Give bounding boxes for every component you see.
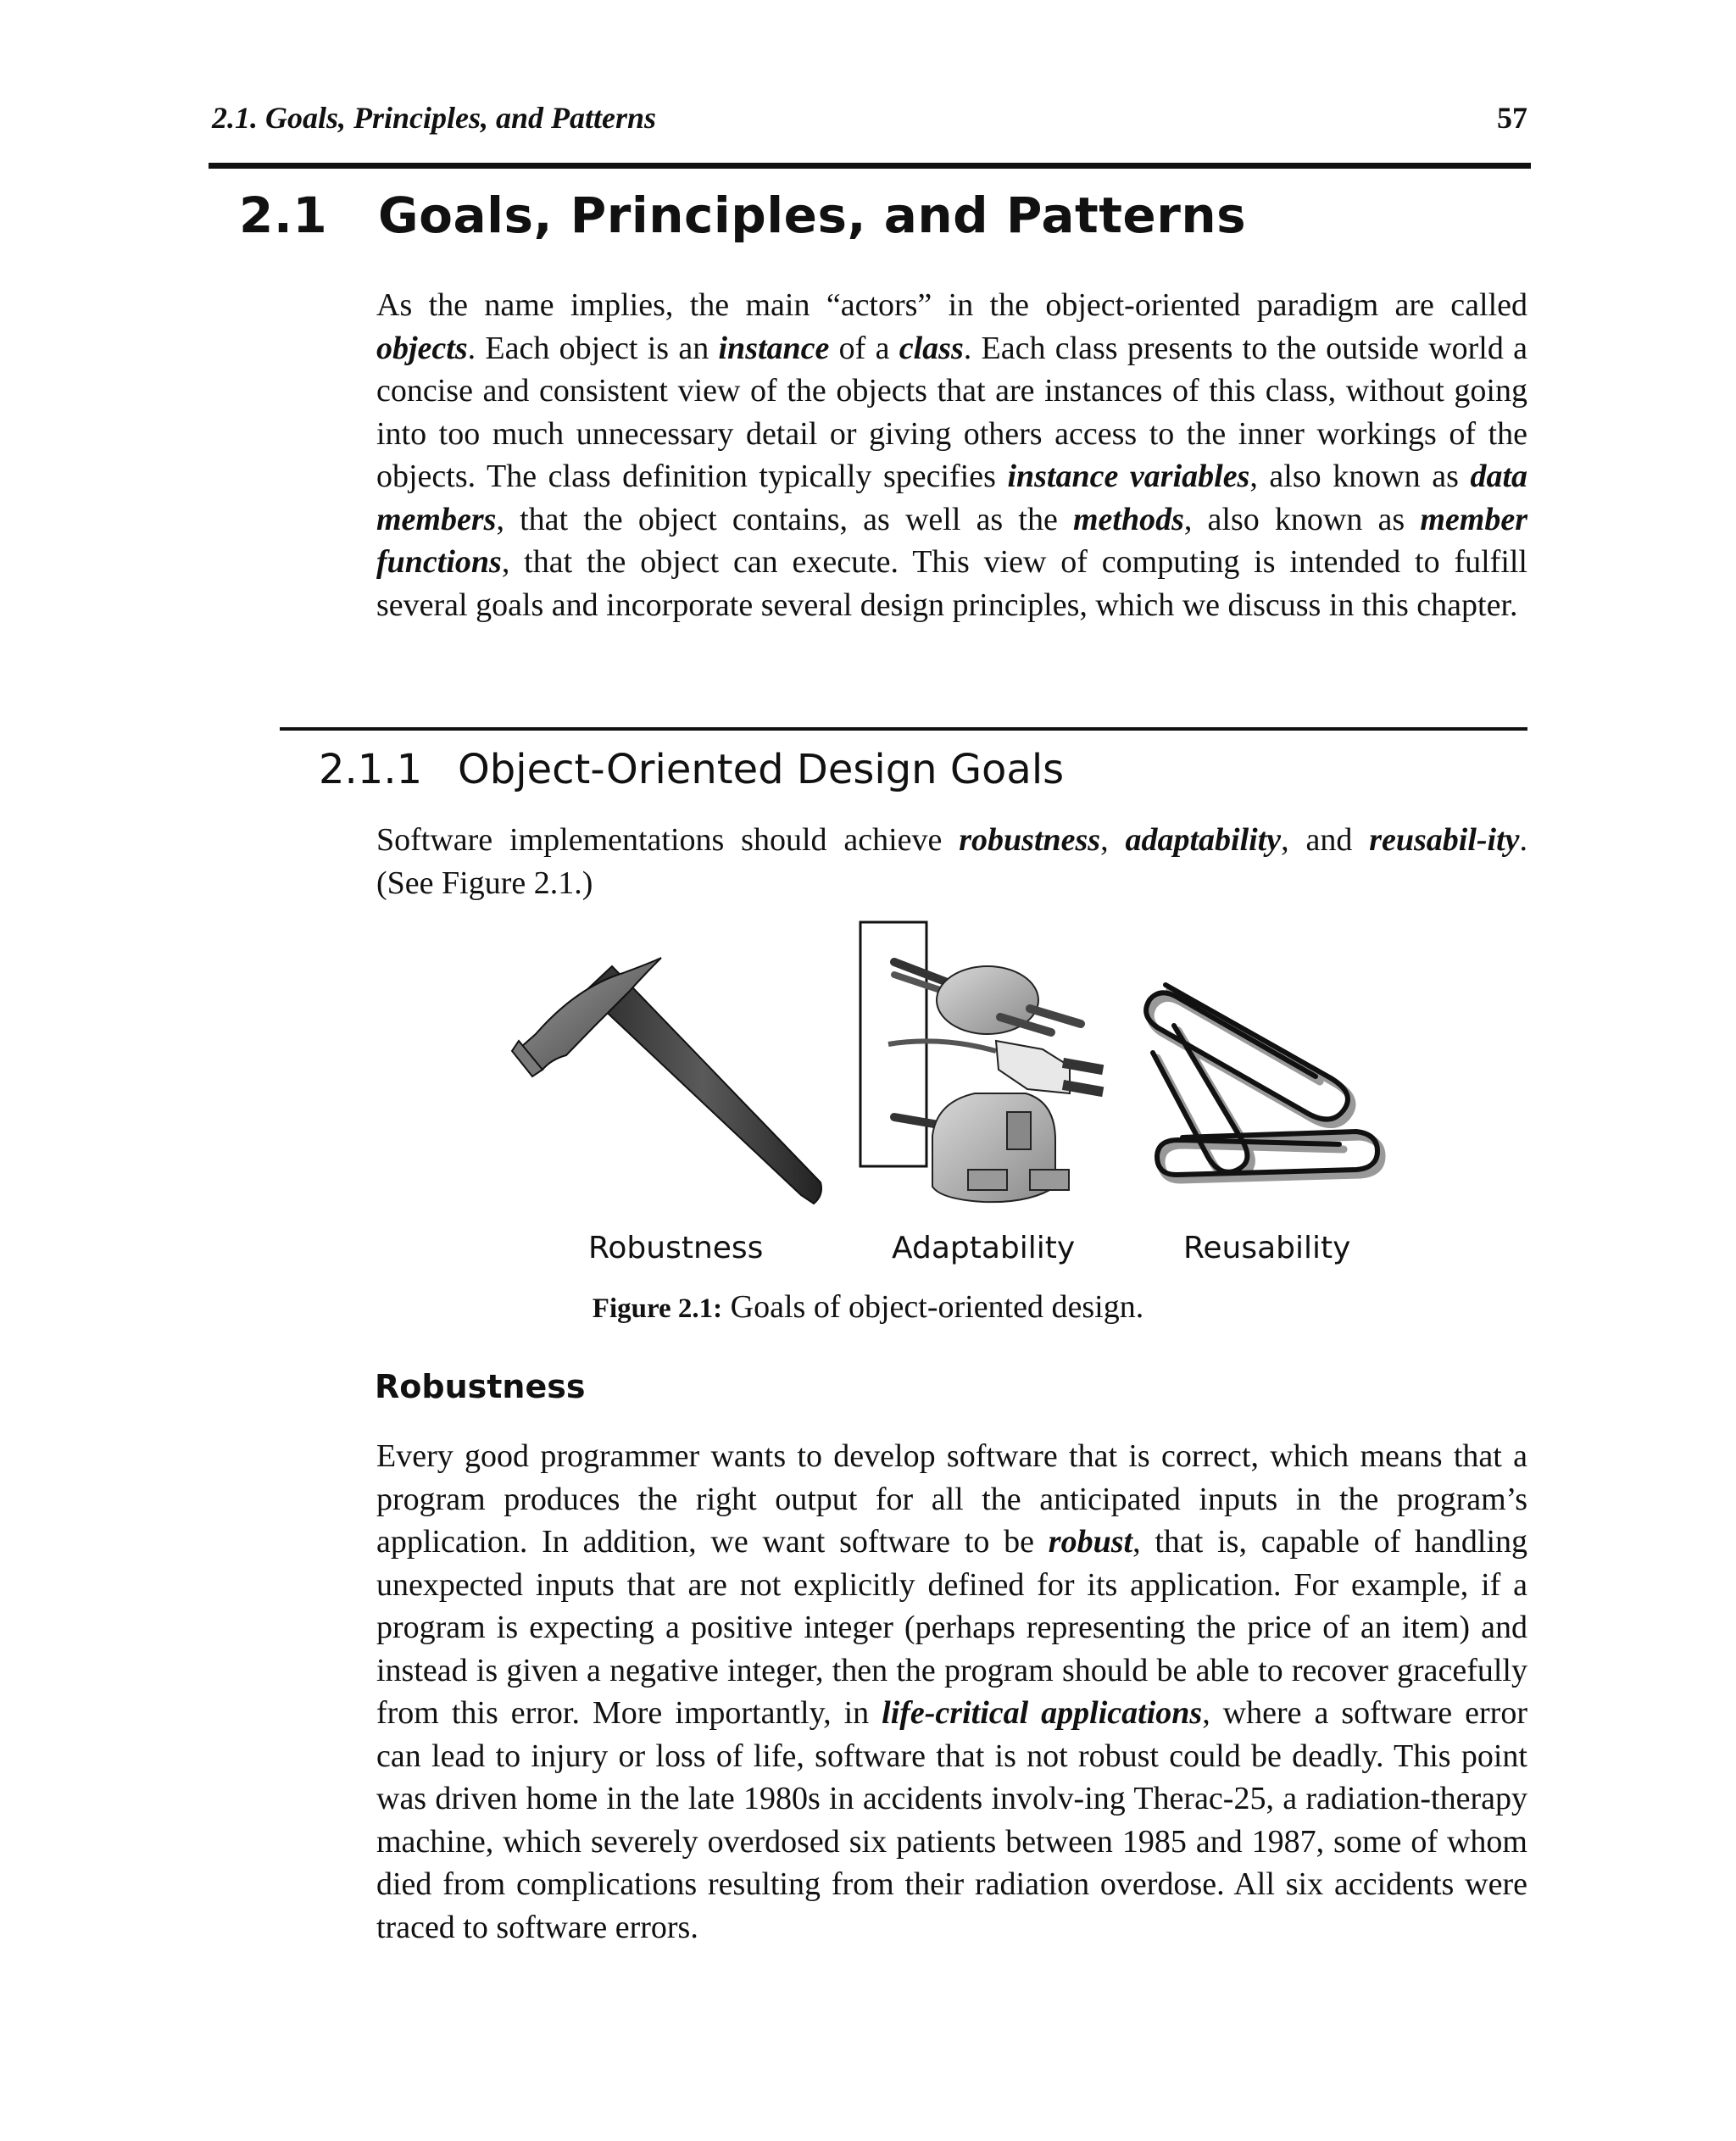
subsection-heading [319,746,1064,793]
text-run: , and [1281,822,1370,858]
term-instance-variables: instance variables [1007,459,1250,494]
running-head [212,100,1527,142]
subsection-number: 2.1.1 [319,746,423,793]
term-robust: robust [1048,1524,1133,1560]
section-title: Goals, Principles, and Patterns [378,186,1247,244]
text-run: . (See Figure 2.1.) [376,822,1528,901]
running-head-title: 2.1. Goals, Principles, and Patterns [212,101,657,135]
term-objects: objects [376,330,468,366]
paper-clips-icon [1146,985,1382,1180]
text-run: Software implementations should achieve [376,822,960,858]
figure-illustration [500,915,1399,1254]
term-methods: methods [1072,501,1184,537]
section-number: 2.1 [239,186,328,244]
figure-caption [0,1288,1736,1326]
text-run: As the name implies, the main “actors” in the object-oriented paradigm are called [376,287,1527,323]
text-run: , that the object can execute. This view of computing is intended to fulfill several goals and incorporate several design principles, which we discuss in this chapter. [376,544,1527,623]
text-run: Every good programmer wants to develop software that is correct, which means that a program produces the right output for all the anticipated inputs in the program’s application. In addition, we want software to be [376,1438,1527,1560]
term-instance: instance [718,330,830,366]
term-class: class [899,330,964,366]
figure-caption-text: Goals of object-oriented design. [722,1289,1144,1325]
figure-label-robustness: Robustness [588,1231,764,1265]
text-run: , also known as [1249,459,1471,494]
text-run: . Each object is an [467,330,719,366]
plug-adapters-icon [860,922,1104,1202]
subsection-rule [280,727,1527,731]
term-data-members: data members [376,459,1527,537]
term-life-critical-applications: life-critical applications [882,1695,1203,1731]
subsection-title: Object-Oriented Design Goals [458,746,1065,793]
section-heading [239,186,1246,244]
paragraph-heading-robustness: Robustness [375,1368,586,1405]
term-member-functions: member functions [376,501,1528,580]
text-run: , [1100,822,1126,858]
term-reusability: reusabil-ity [1369,822,1520,858]
text-run: , also known as [1183,501,1421,537]
text-run: of a [829,330,899,366]
text-run: . Each class presents to the outside world a concise and consistent view of the objects that are instances of this class, without going into too much unnecessary detail or giving others access to the inner workings of the objects. The class definition typically specifies [376,330,1527,494]
goals-paragraph [376,819,1527,904]
term-adaptability: adaptability [1125,822,1282,858]
figure-label-adaptability: Adaptability [892,1231,1076,1265]
text-run: , that the object contains, as well as the [496,501,1073,537]
figure-label-reusability: Reusability [1183,1231,1351,1265]
robustness-paragraph [376,1435,1527,1949]
hammer-icon [512,958,821,1204]
figure-caption-label: Figure 2.1: [592,1293,723,1324]
intro-paragraph [376,284,1527,626]
text-run: , where a software error can lead to injury or loss of life, software that is not robust could be deadly. This point was driven home in the late 1980s in accidents involv-ing Therac-25, a radiation-therapy machine, which severely overdosed six patients between 1985 and 1987, some of whom died from complications resulting from their radiation overdose. All six accidents were traced to software errors. [376,1695,1527,1945]
text-run: , that is, capable of handling unexpected inputs that are not explicitly defined for its application. For example, if a program is expecting a positive integer (perhaps representing the price of an item) and instead is given a negative integer, then the program should be able to recover gracefully from this error. More importantly, in [376,1524,1527,1731]
page-number: 57 [1497,101,1527,135]
term-robustness: robustness [959,822,1101,858]
header-rule [209,163,1531,169]
